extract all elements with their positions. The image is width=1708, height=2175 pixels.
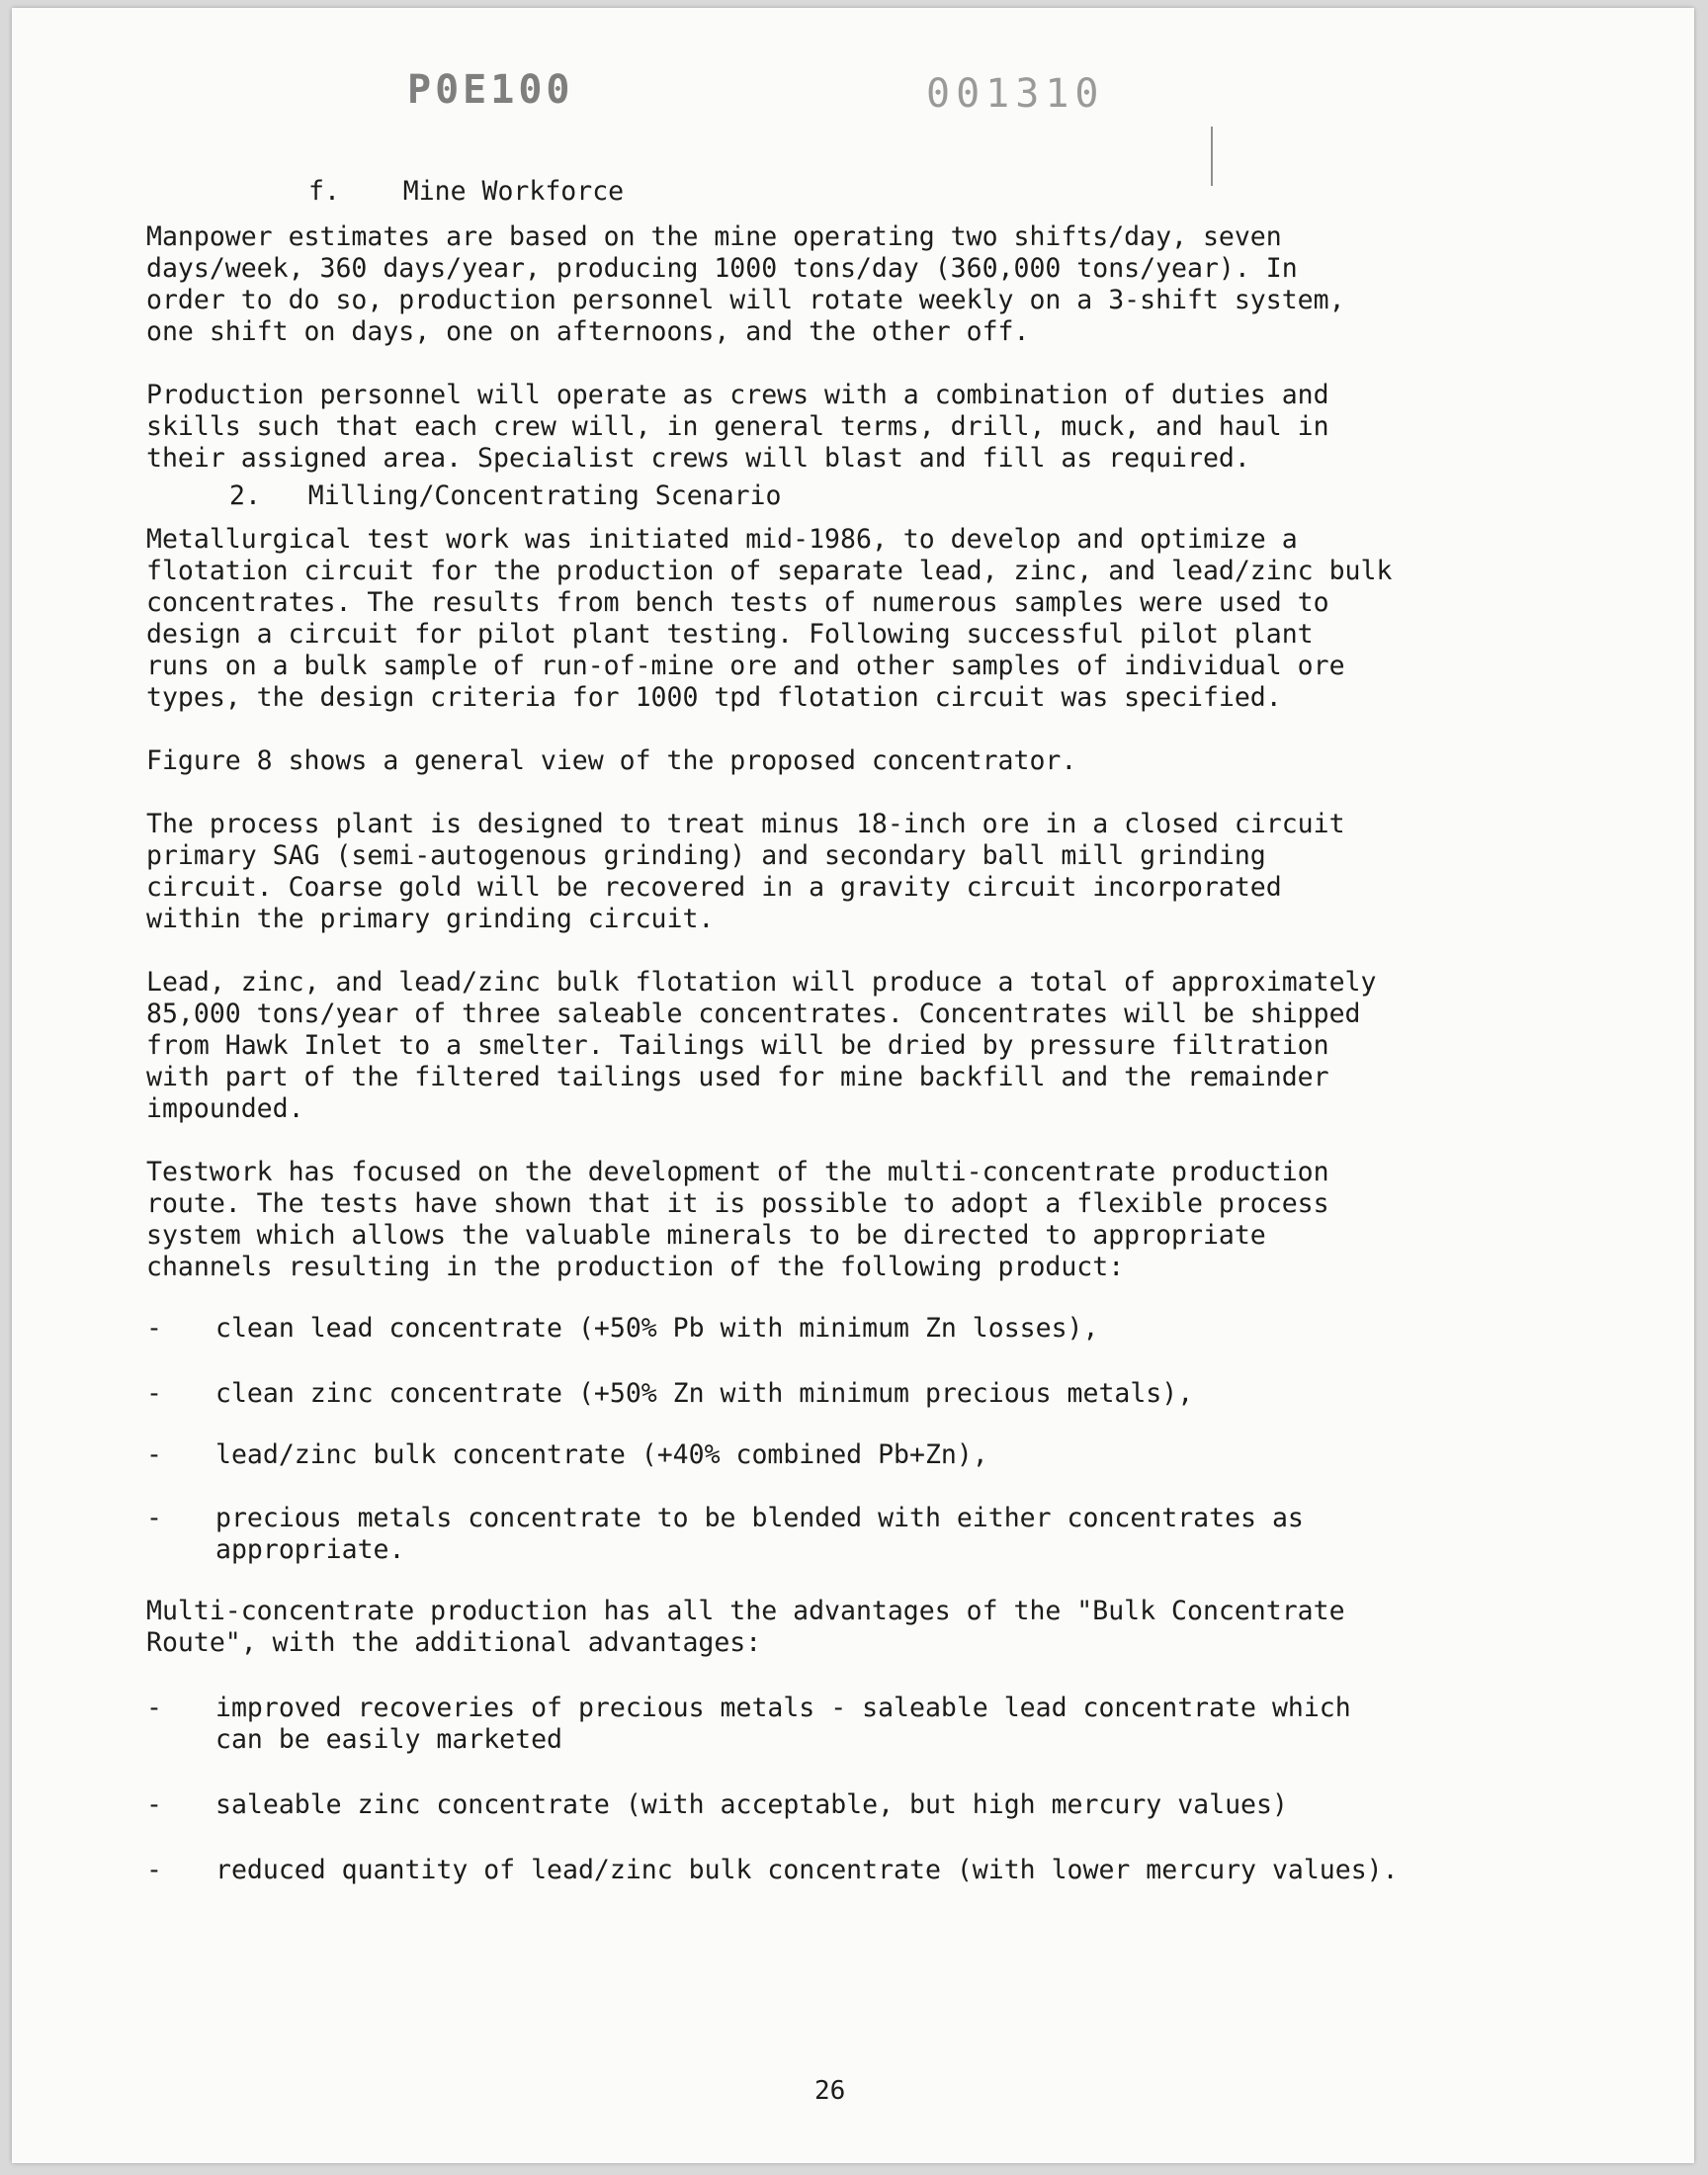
document-stamp-left: P0E100 [407, 67, 574, 113]
bullet-dash: - [146, 1503, 162, 1533]
document-stamp-right: 001310 [926, 71, 1105, 117]
paragraph-figure-8: Figure 8 shows a general view of the proposed concentrator. [146, 745, 1077, 776]
bullet-dash: - [146, 1855, 162, 1885]
list-item [146, 1789, 1461, 1821]
product-bullet-list [146, 1313, 1461, 1566]
list-item [146, 1378, 1461, 1410]
heading-title: Mine Workforce [402, 176, 625, 207]
bullet-dash: - [146, 1789, 162, 1820]
section-heading-mine-workforce [146, 176, 1461, 208]
heading-number: 2. [229, 480, 261, 511]
document-page [12, 8, 1694, 2163]
bullet-text: reduced quantity of lead/zinc bulk concentrate (with lower mercury values). [215, 1855, 1399, 1885]
list-item [146, 1439, 1461, 1471]
document-body [146, 176, 1461, 1918]
bullet-text: lead/zinc bulk concentrate (+40% combined Pb+Zn), [215, 1439, 988, 1470]
bullet-dash: - [146, 1693, 162, 1723]
heading-title: Milling/Concentrating Scenario [307, 480, 782, 511]
bullet-dash: - [146, 1439, 162, 1470]
bullet-text: clean zinc concentrate (+50% Zn with minimum precious metals), [215, 1378, 1194, 1409]
bullet-text: precious metals concentrate to be blended with either concentrates as appropriate. [215, 1503, 1304, 1565]
heading-number: f. [308, 176, 340, 207]
list-item [146, 1503, 1461, 1566]
paragraph-process-plant: The process plant is designed to treat minus 18-inch ore in a closed circuit primary SAG (semi-autogenous grinding) and secondary ball mill grinding circuit. Coarse gold will be recovered in a gravity circuit incorporated within the primary grinding circuit. [146, 809, 1345, 934]
paragraph-flotation: Lead, zinc, and lead/zinc bulk flotation will produce a total of approximately 85,000 tons/year of three saleable concentrates. Concentrates will be shipped from Hawk Inlet to a smelter. Tailings will be dried by pressure filtration with part of the filtered tailings used for mine backfill and the remainder impounded. [146, 967, 1377, 1124]
bullet-dash: - [146, 1378, 162, 1409]
paragraph-manpower: Manpower estimates are based on the mine operating two shifts/day, seven days/week, 360 days/year, producing 1000 tons/day (360,000 tons/year). In order to do so, production personnel will rotate weekly on a 3-shift system, one shift on days, one on afternoons, and the other off. [146, 221, 1345, 347]
bullet-dash: - [146, 1313, 162, 1344]
paragraph-production-personnel: Production personnel will operate as crews with a combination of duties and skills such that each crew will, in general terms, drill, muck, and haul in their assigned area. Specialist crews will blast and fill as required. [146, 380, 1329, 474]
paragraph-testwork: Testwork has focused on the development of the multi-concentrate production route. The tests have shown that it is possible to adopt a flexible process system which allows the valuable minerals to be directed to appropriate channels resulting in the production of the following product: [146, 1157, 1329, 1282]
paragraph-metallurgical: Metallurgical test work was initiated mid-1986, to develop and optimize a flotation circuit for the production of separate lead, zinc, and lead/zinc bulk concentrates. The results from bench tests of numerous samples were used to design a circuit for pilot plant testing. Following successful pilot plant runs on a bulk sample of run-of-mine ore and other samples of individual ore types, the design criteria for 1000 tpd flotation circuit was specified. [146, 524, 1393, 713]
page-number: 26 [814, 2076, 846, 2106]
paragraph-advantages-intro: Multi-concentrate production has all the advantages of the "Bulk Concentrate Route", with the additional advantages: [146, 1596, 1345, 1658]
section-heading-milling [146, 480, 1461, 512]
bullet-text: saleable zinc concentrate (with acceptable, but high mercury values) [215, 1789, 1288, 1820]
advantage-bullet-list [146, 1693, 1461, 1886]
list-item [146, 1313, 1461, 1345]
list-item [146, 1693, 1461, 1756]
list-item [146, 1855, 1461, 1886]
bullet-text: improved recoveries of precious metals - saleable lead concentrate which can be easily marketed [215, 1693, 1351, 1755]
bullet-text: clean lead concentrate (+50% Pb with minimum Zn losses), [215, 1313, 1099, 1344]
